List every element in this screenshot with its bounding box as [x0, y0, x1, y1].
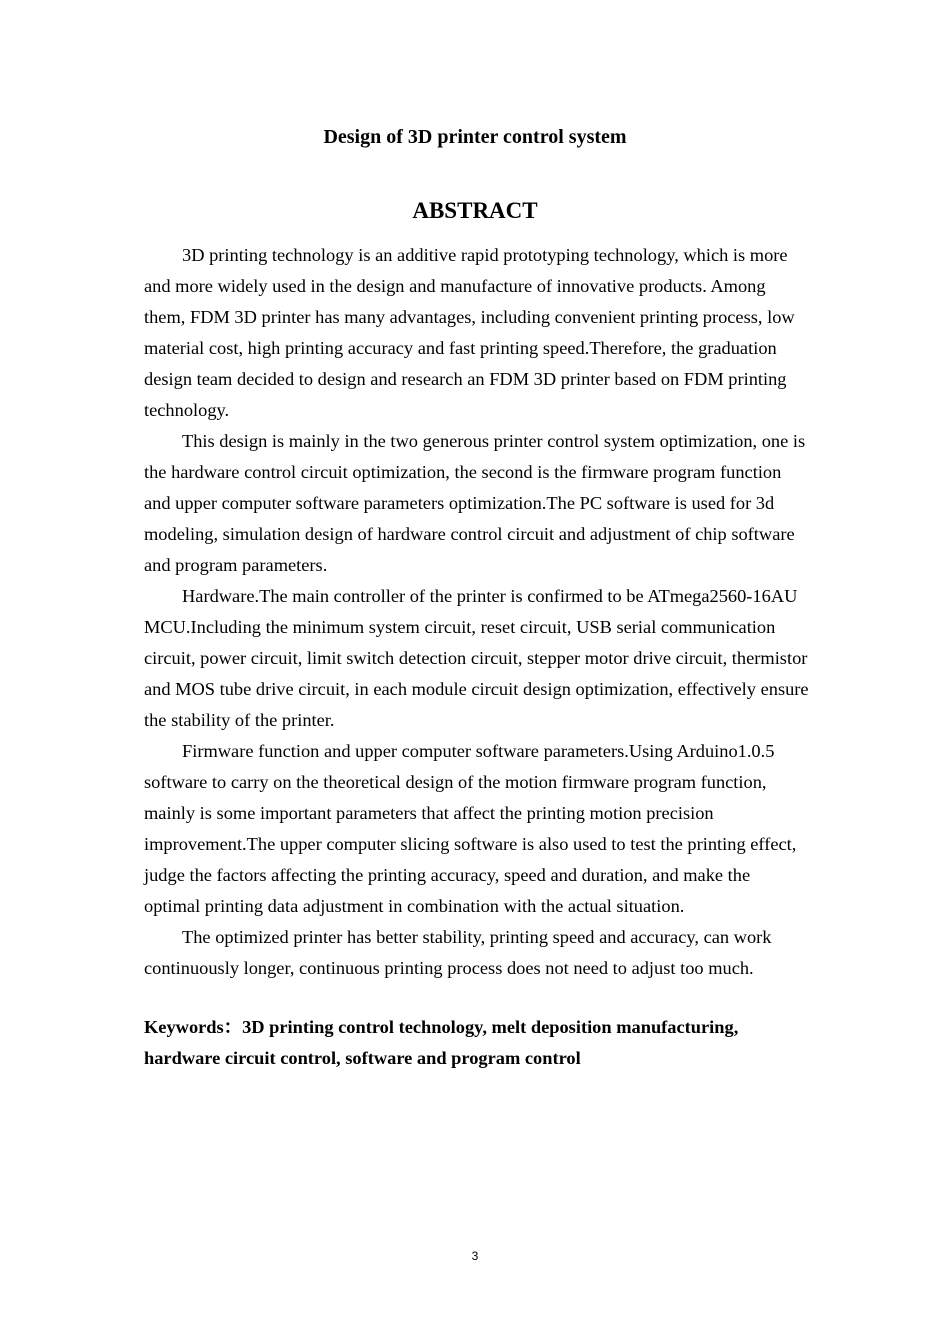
abstract-paragraph: This design is mainly in the two generous printer control system optimization, one is the hardware control circuit optimization, the second is the firmware program function and upper computer software parameters optimization.The PC software is used for 3d modeling, simulation design of hardware control circuit and adjustment of chip software and program parameters. [144, 431, 806, 575]
abstract-paragraph: The optimized printer has better stability, printing speed and accuracy, can work continuously longer, continuous printing process does not need to adjust too much. [144, 927, 772, 978]
abstract-heading: ABSTRACT [412, 198, 538, 223]
document-title: Design of 3D printer control system [323, 126, 627, 148]
keywords: Keywords：3D printing control technology, melt deposition manufacturing, hardware circuit control, software and program control [144, 1017, 739, 1068]
abstract-paragraph: Firmware function and upper computer software parameters.Using Arduino1.0.5 software to carry on the theoretical design of the motion firmware program function, mainly is some important parameters that affect the printing motion precision improvement.The upper computer slicing software is also used to test the printing effect, judge the factors affecting the printing accuracy, speed and duration, and make the optimal printing data adjustment in combination with the actual situation. [144, 741, 797, 916]
abstract-paragraph: 3D printing technology is an additive rapid prototyping technology, which is more and more widely used in the design and manufacture of innovative products. Among them, FDM 3D printer has many advantages, including convenient printing process, low material cost, high printing accuracy and fast printing speed.Therefore, the graduation design team decided to design and research an FDM 3D printer based on FDM printing technology. [144, 245, 795, 420]
abstract-body [144, 240, 810, 984]
page-number: 3 [471, 1249, 479, 1263]
abstract-paragraph: Hardware.The main controller of the printer is confirmed to be ATmega2560-16AU MCU.Including the minimum system circuit, reset circuit, USB serial communication circuit, power circuit, limit switch detection circuit, stepper motor drive circuit, thermistor and MOS tube drive circuit, in each module circuit design optimization, effectively ensure the stability of the printer. [144, 586, 809, 730]
